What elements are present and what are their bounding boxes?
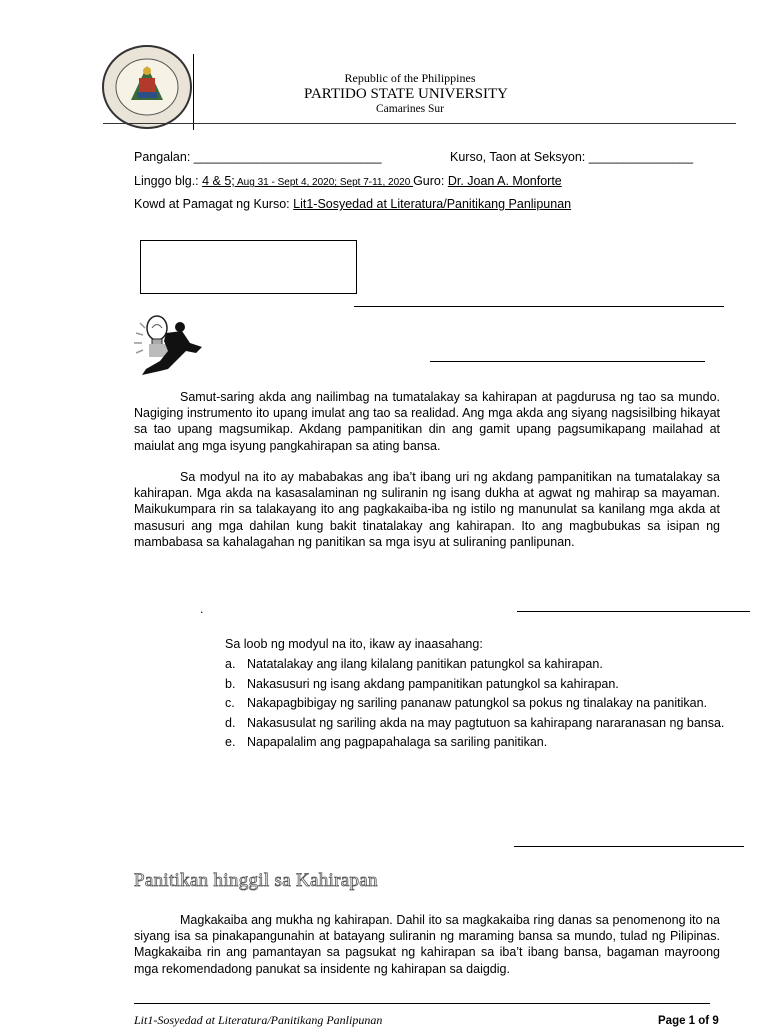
- republic-line: Republic of the Philippines: [344, 71, 476, 85]
- course-section-label: Kurso, Taon at Seksyon:: [450, 150, 589, 164]
- week-value: 4 & 5;: [202, 174, 235, 188]
- lesson-heading-rule: [514, 846, 744, 847]
- list-marker: a.: [225, 657, 236, 671]
- list-item: [225, 694, 725, 713]
- intro-heading-rule: [430, 361, 705, 362]
- list-item: [225, 733, 725, 752]
- section-paragraph-1: Magkakaiba ang mukha ng kahirapan. Dahil ito sa magkakaiba ring danas sa penomenong ito na siyang isa sa pinakapangunahin at batayang suliranin ng maraming bansa sa mundo, tulad ng Pilipinas. Magkakaiba rin ang pamantayan sa pagsukat ng kahirapan sa iba’t ibang bansa, bagaman mayroong mga rekomendadong panukat sa insidente ng kahirapan sa daigdig.: [134, 913, 720, 976]
- teacher-value: Dr. Joan A. Monforte: [447, 174, 562, 188]
- header-vertical-rule: [193, 54, 194, 130]
- footer-page-number: Page 1 of 9: [658, 1015, 719, 1027]
- intro-paragraph-1: Samut-saring akda ang nailimbag na tumatalakay sa kahirapan at pagdurusa ng tao sa mundo. Nagiging instrumento ito upang imulat ang tao sa realidad. Ang mga akda ang siyang nagsisilbing hikayat sa tao upang magsumikap. Akdang pampanitikan din ang gamit upang pagsumikapang mailahad at maiulat ang mga isyung pangkahirapan sa ating bansa.: [134, 390, 720, 453]
- list-item-text: Nakasusuri ng isang akdang pampanitikan patungkol sa kahirapan.: [247, 676, 619, 691]
- name-field[interactable]: [134, 150, 381, 164]
- university-seal: [101, 44, 193, 130]
- week-label: Linggo blg.:: [134, 174, 203, 188]
- objectives-dot: .: [200, 602, 204, 616]
- course-code-line: [134, 197, 571, 211]
- course-code-label: Kowd at Pamagat ng Kurso:: [134, 197, 294, 211]
- name-label: Pangalan:: [134, 150, 194, 164]
- list-item: [225, 714, 725, 733]
- section-title: Panitikan hinggil sa Kahirapan: [134, 870, 378, 891]
- list-marker: e.: [225, 735, 236, 749]
- list-item-text: Nakasusulat ng sariling akda na may pagtutuon sa kahirapang nararanasan ng bansa.: [247, 715, 725, 730]
- objectives-heading-rule: [517, 611, 750, 612]
- teacher-label: Guro:: [413, 174, 448, 188]
- list-item: [225, 675, 725, 694]
- list-marker: c.: [225, 696, 235, 710]
- module-number-box: [140, 240, 357, 294]
- university-name: PARTIDO STATE UNIVERSITY: [303, 86, 509, 102]
- list-marker: d.: [225, 715, 236, 730]
- course-code-value: Lit1-Sosyedad at Literatura/Panitikang Panlipunan: [293, 197, 572, 211]
- list-item-text: Nakapagbibigay ng sariling pananaw patungkol sa pokus ng tinalakay na panitikan.: [247, 696, 708, 710]
- header-rule: [103, 123, 736, 124]
- course-section-field[interactable]: [450, 150, 693, 164]
- title-rule: [354, 306, 724, 307]
- province-line: Camarines Sur: [375, 103, 445, 115]
- name-blank[interactable]: ___________________________: [193, 150, 382, 164]
- week-line: [134, 174, 562, 188]
- list-item-text: Napapalalim ang pagpapahalaga sa sariling panitikan.: [247, 735, 548, 749]
- week-dates: Aug 31 - Sept 4, 2020; Sept 7-11, 2020: [234, 177, 414, 188]
- objectives-intro: Sa loob ng modyul na ito, ikaw ay inaasahang:: [225, 637, 483, 651]
- list-item: [225, 655, 725, 674]
- list-marker: b.: [225, 676, 236, 691]
- intro-paragraph-2: Sa modyul na ito ay mababakas ang iba’t ibang uri ng akdang pampanitikan na tumatalakay sa kahirapan. Mga akda na kasasalaminan ng suliranin ng isang dukha at agwat ng mahirap sa mayaman. Maikukumpara rin sa talakayang ito ang pagkakaiba-iba ng istilo ng manunulat sa kanilang mga akda at masusuri ang mga dahilan kung bakit tinatalakay ang kahirapan. Ito ang magbubukas sa isipan ng mambabasa sa kahalagahan ng panitikan sa mga isyu at suliraning panlipunan.: [134, 470, 720, 549]
- footer-course: Lit1-Sosyedad at Literatura/Panitikang Panlipunan: [134, 1013, 383, 1027]
- objectives-list: [225, 655, 725, 753]
- footer-rule: [134, 1003, 710, 1004]
- course-section-blank[interactable]: _______________: [588, 150, 694, 164]
- lightbulb-person-icon: [130, 311, 206, 377]
- list-item-text: Natatalakay ang ilang kilalang panitikan patungkol sa kahirapan.: [247, 657, 603, 671]
